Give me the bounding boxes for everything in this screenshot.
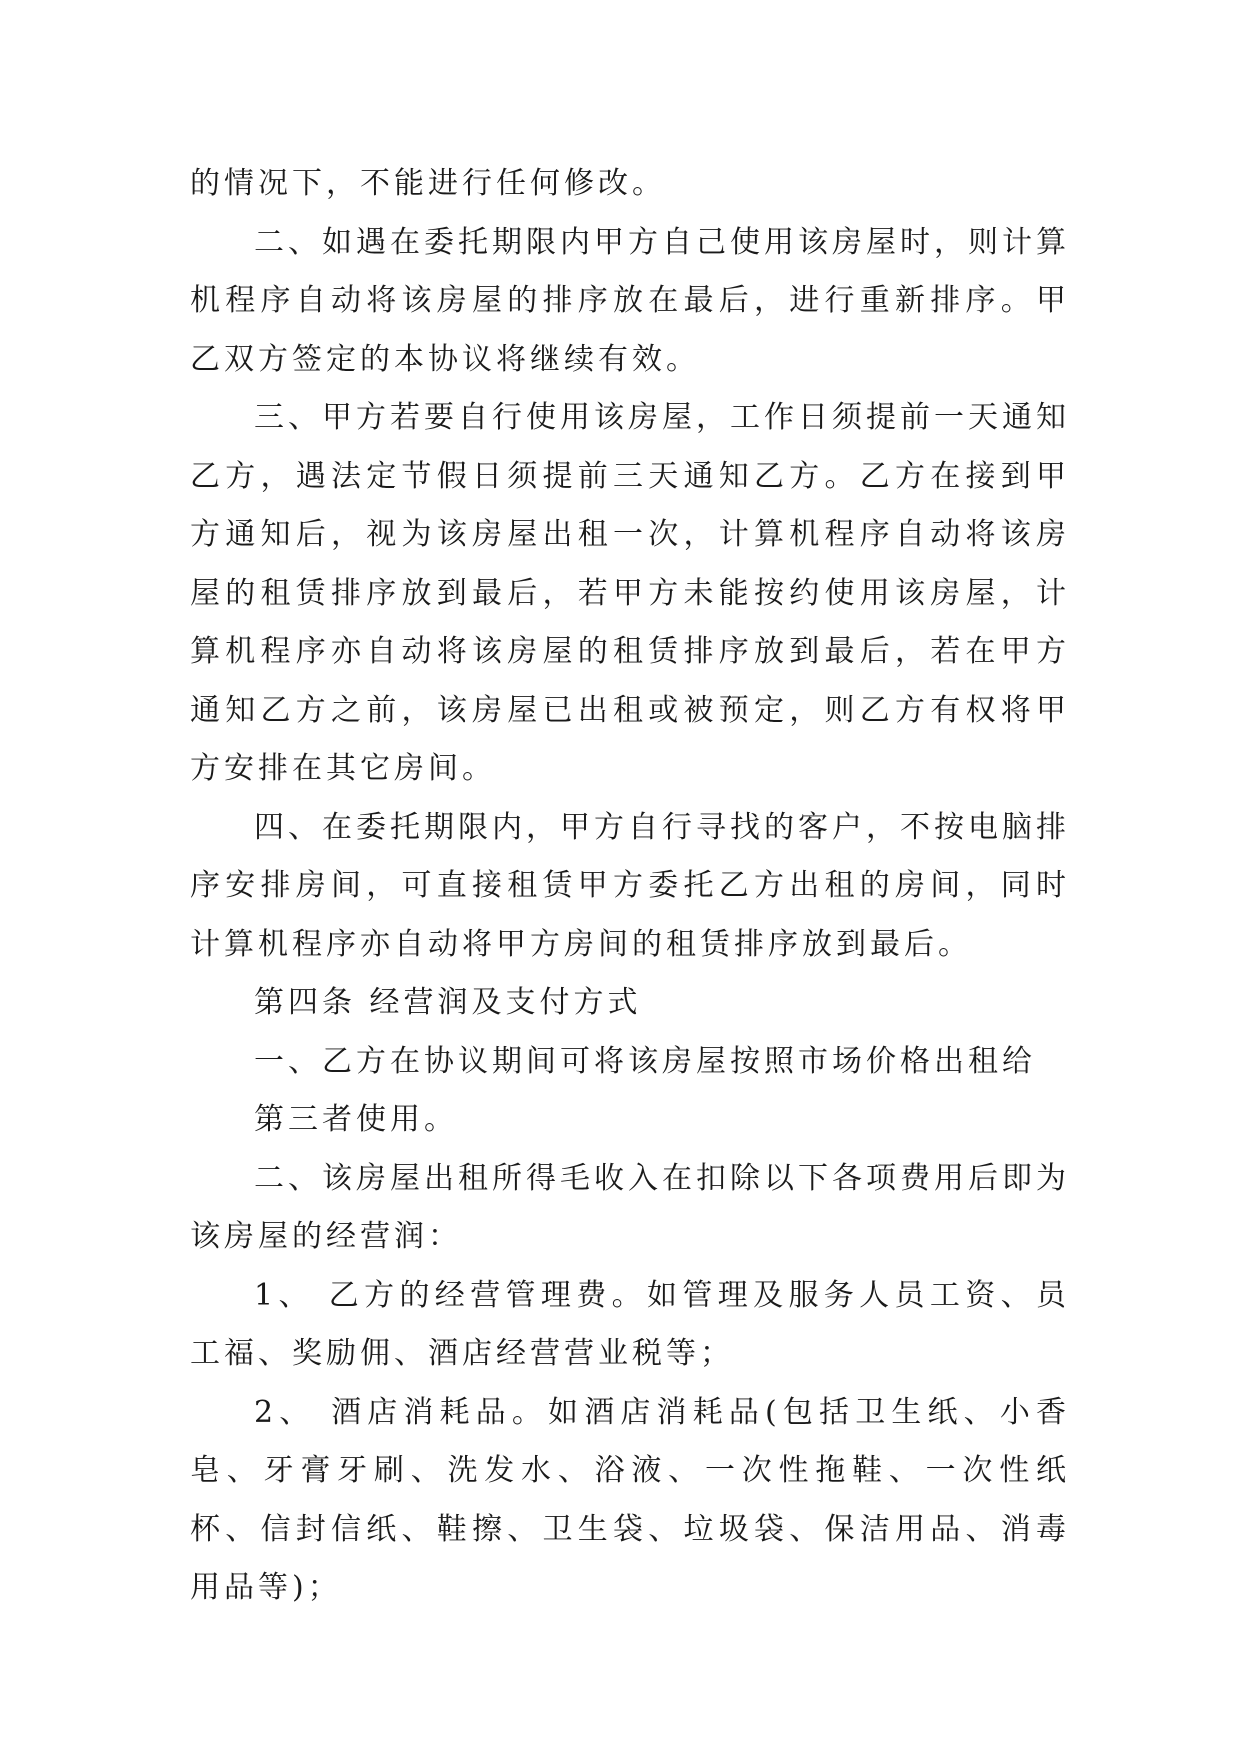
clause-2-self-use: 二、如遇在委托期限内甲方自己使用该房屋时，则计算机程序自动将该房屋的排序放在最后，进行重新排序。甲乙双方签定的本协议将继续有效。	[190, 224, 1070, 377]
expense-item-1: 1、 乙方的经营管理费。如管理及服务人员工资、员工福、奖励佣、酒店经营营业税等；	[190, 1277, 1070, 1371]
expense-item-2: 2、 酒店消耗品。如酒店消耗品(包括卫生纸、小香皂、牙膏牙刷、洗发水、浴液、一次性拖鞋、一次性纸杯、信封信纸、鞋擦、卫生袋、垃圾袋、保洁用品、消毒用品等)；	[190, 1394, 1070, 1605]
document-page	[190, 155, 1070, 1618]
section-heading-article-4: 第四条 经营润及支付方式	[254, 985, 642, 1020]
clause-4-own-clients: 四、在委托期限内，甲方自行寻找的客户，不按电脑排序安排房间，可直接租赁甲方委托乙方出租的房间，同时计算机程序亦自动将甲方房间的租赁排序放到最后。	[190, 809, 1070, 962]
clause-3-notice: 三、甲方若要自行使用该房屋，工作日须提前一天通知乙方，遇法定节假日须提前三天通知乙方。乙方在接到甲方通知后，视为该房屋出租一次，计算机程序自动将该房屋的租赁排序放到最后，若甲方未能按约使用该房屋，计算机程序亦自动将该房屋的租赁排序放到最后，若在甲方通知乙方之前，该房屋已出租或被预定，则乙方有权将甲方安排在其它房间。	[190, 400, 1070, 786]
paragraph-continuation: 的情况下，不能进行任何修改。	[190, 166, 666, 201]
article-4-item-1: 一、乙方在协议期间可将该房屋按照市场价格出租给	[254, 1043, 1036, 1079]
article-4-item-2: 二、该房屋出租所得毛收入在扣除以下各项费用后即为该房屋的经营润：	[190, 1160, 1070, 1254]
article-4-item-1-continued: 第三者使用。	[254, 1102, 458, 1137]
